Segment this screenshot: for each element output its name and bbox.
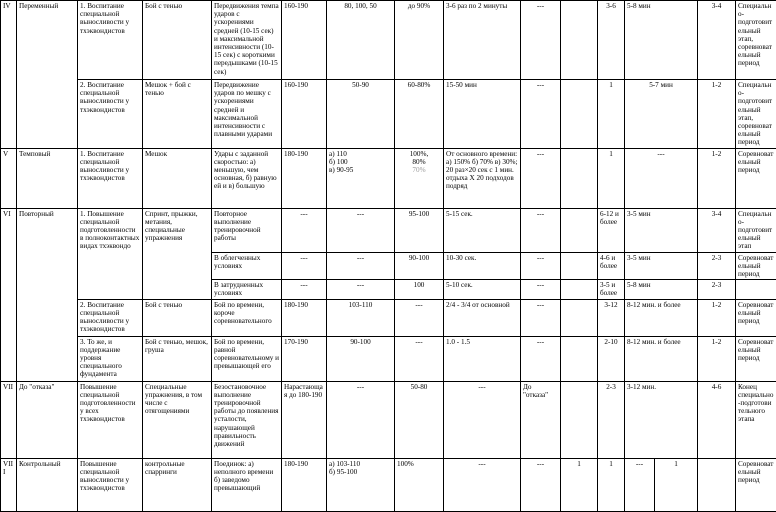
task-cell: 1. Воспитание специальной выносливости у тхэквондистов [78,1,143,80]
rest-cell: 2/4 - 3/4 от основной [444,299,521,336]
hr-cell: --- [282,252,327,280]
rounds-cell: 3-12 [598,299,625,336]
table-row [1,458,776,511]
value-cell: 1 [561,458,598,511]
hr-cell: 170-190 [282,336,327,381]
method-number: IV [1,1,17,149]
freq-cell: 2-3 [698,252,736,280]
freq-cell: 4-6 [698,381,736,458]
value-cell: До "отказа" [521,381,561,458]
task-cell: 2. Воспитание специальной выносливости у тхэквондистов [78,299,143,336]
method-number: V [1,148,17,208]
rest-cell: 5-15 сек. [444,208,521,252]
intensity-cell: 100% [395,458,444,511]
intensity-cell: 100 [395,280,444,299]
freq-cell: 2-3 [698,280,736,299]
period-cell: Конец специально-подготовительного этапа [736,381,776,458]
value-cell: --- [521,458,561,511]
value-cell: --- [521,80,561,149]
duration-cell: --- [625,458,655,511]
task-cell: Повышение специальной выносливости у тхэквондистов [78,458,143,511]
rest-cell: 1.0 - 1.5 [444,336,521,381]
value-cell: --- [327,280,395,299]
value-cell: --- [521,148,561,208]
hr-cell: 180-190 [282,299,327,336]
content-cell: Передвижение ударов по мешку с ускорениями средней и максимальной интенсивности с плавными ударами [212,80,282,149]
table-row [1,208,776,252]
period-cell: Специально-подготовительный этап, соревновательный период [736,1,776,80]
table-row [1,148,776,208]
intensity-cell [395,148,444,208]
value-cell: --- [521,208,561,252]
content-cell: Бой по времени, равной соревновательному и превышающей его [212,336,282,381]
value-cell [327,458,395,511]
intensity-cell: 50-80 [395,381,444,458]
value-cell [561,381,598,458]
value-a: а) 110 [329,150,392,158]
method-number: VI [1,208,17,381]
rest-cell: --- [444,381,521,458]
rest-cell: От основного времени: а) 150% б) 70% в) 30%; 20 раз×20 сек с 1 мин. отдыха Х 20 подходов подряд [444,148,521,208]
table-row [1,299,776,336]
value-cell: 1 [655,458,698,511]
method-name: Контрольный [17,458,78,511]
means-cell: Бой с тенью, мешок, груша [143,336,212,381]
means-cell: Спринт, прыжки, метания, специальные упражнения [143,208,212,299]
value-cell [327,148,395,208]
task-cell: 1. Воспитание специальной выносливости у тхэквондистов [78,148,143,208]
value-cell [561,208,598,252]
duration-cell: 5-7 мин [625,80,698,149]
hr-cell: 180-190 [282,148,327,208]
means-cell: Специальные упражнения, в том числе с отягощениями [143,381,212,458]
content-cell: В облегченных условиях [212,252,282,280]
intensity-cell: до 90% [395,1,444,80]
hr-cell: 160-190 [282,1,327,80]
value-cell: 90-100 [327,336,395,381]
means-cell: Бой с тенью [143,299,212,336]
rounds-cell: 2-10 [598,336,625,381]
period-cell: Соревновательный период [736,336,776,381]
value-cell: 103-110 [327,299,395,336]
means-cell: контрольные спарринги [143,458,212,511]
intensity-c: 70% [397,166,441,174]
value-cell: --- [521,280,561,299]
rounds-cell: 1 [598,148,625,208]
rounds-cell: 6-12 и более [598,208,625,252]
task-cell: Повышение специальной подготовленности у всех тхэквондистов [78,381,143,458]
freq-cell: 3-4 [698,1,736,80]
value-cell [561,299,598,336]
value-b: б) 100 [329,158,392,166]
table-row [1,80,776,149]
intensity-a: 100%, [397,150,441,158]
content-cell: Повторное выполнение тренировочной работы [212,208,282,252]
intensity-b: 80% [397,158,441,166]
freq-cell: 1-2 [698,299,736,336]
value-cell [561,280,598,299]
value-cell: --- [521,299,561,336]
period-cell: Специально-подготовительный этап [736,208,776,252]
task-cell: 1. Повышение специальной подготовленности в полноконтактных видах тхэквондо [78,208,143,299]
method-name: Переменный [17,1,78,149]
rounds-cell: 3-6 [598,1,625,80]
value-cell [561,148,598,208]
content-cell: Безостановочное выполнение тренировочной работы до появления усталости, нарушающей правильность движений [212,381,282,458]
rounds-cell: 1 [598,80,625,149]
value-cell: --- [521,252,561,280]
value-cell [561,80,598,149]
hr-cell: Нарастающая до 180-190 [282,381,327,458]
freq-cell: 1-2 [698,80,736,149]
rest-cell: --- [444,458,521,511]
freq-cell: 1-2 [698,148,736,208]
table-row [1,336,776,381]
content-cell: В затрудненных условиях [212,280,282,299]
duration-cell: 3-5 мин [625,208,698,252]
rest-cell: 15-50 мин [444,80,521,149]
value-cell: 50-90 [327,80,395,149]
rounds-cell: 3-5 и более [598,280,625,299]
means-cell: Бой с тенью [143,1,212,80]
duration-cell: 3-5 мин [625,252,698,280]
method-name: Повторный [17,208,78,381]
freq-cell: 3-4 [698,208,736,252]
value-c: в) 90-95 [329,166,392,174]
value-cell: 80, 100, 50 [327,1,395,80]
hr-cell: --- [282,208,327,252]
rounds-cell: 4-6 и более [598,252,625,280]
rest-cell: 5-10 сек. [444,280,521,299]
table-row [1,1,776,80]
value-a: а) 103-110 [329,460,392,468]
value-cell: --- [327,208,395,252]
value-b: б) 95-100 [329,468,392,476]
method-number: VIII [1,458,17,511]
period-cell: Соревновательный период [736,148,776,208]
hr-cell: 160-190 [282,80,327,149]
intensity-cell: --- [395,336,444,381]
freq-cell: 1-2 [698,336,736,381]
period-cell: Соревновательный период [736,299,776,336]
rest-cell: 3-6 раз по 2 минуты [444,1,521,80]
content-cell: Бой по времени, короче соревновательного [212,299,282,336]
duration-cell: 3-12 мин. [625,381,698,458]
content-cell: Передвижения темпа ударов с ускорениями средней (10-15 сек) и максимальной интенсивности (10-15 сек) с короткими передышками (10-15 сек) [212,1,282,80]
period-cell: Соревновательный период [736,458,776,511]
duration-cell: 5-8 мин [625,1,698,80]
value-cell [561,252,598,280]
value-cell [561,336,598,381]
rest-cell: 10-30 сек. [444,252,521,280]
period-cell [736,280,776,299]
content-cell: Удары с заданной скоростью: а) меньшую, чем основная, б) равную ей и в) большую [212,148,282,208]
intensity-cell: 60-80% [395,80,444,149]
period-cell: Соревновательный период [736,252,776,280]
duration-cell: 8-12 мин. и более [625,299,698,336]
duration-cell: 8-12 мин. и более [625,336,698,381]
value-cell: --- [521,336,561,381]
freq-cell [698,458,736,511]
task-cell: 3. То же, и поддержание уровня специального фундамента [78,336,143,381]
hr-cell: 180-190 [282,458,327,511]
method-name: Темповый [17,148,78,208]
duration-cell: 5-8 мин [625,280,698,299]
task-cell: 2. Воспитание специальной выносливости у тхэквондистов [78,80,143,149]
value-cell: --- [521,1,561,80]
table-row [1,381,776,458]
content-cell: Поединок: а) неполного времени б) заведомо превышающий [212,458,282,511]
rounds-cell: 1 [598,458,625,511]
means-cell: Мешок + бой с тенью [143,80,212,149]
intensity-cell: 95-100 [395,208,444,252]
duration-cell: --- [625,148,698,208]
value-cell: --- [327,381,395,458]
intensity-cell: --- [395,299,444,336]
period-cell: Специально-подготовительный этап, соревновательный период [736,80,776,149]
rounds-cell: 2-3 [598,381,625,458]
means-cell: Мешок [143,148,212,208]
value-cell [561,1,598,80]
hr-cell: --- [282,280,327,299]
method-name: До "отказа" [17,381,78,458]
value-cell: --- [327,252,395,280]
intensity-cell: 90-100 [395,252,444,280]
method-number: VII [1,381,17,458]
